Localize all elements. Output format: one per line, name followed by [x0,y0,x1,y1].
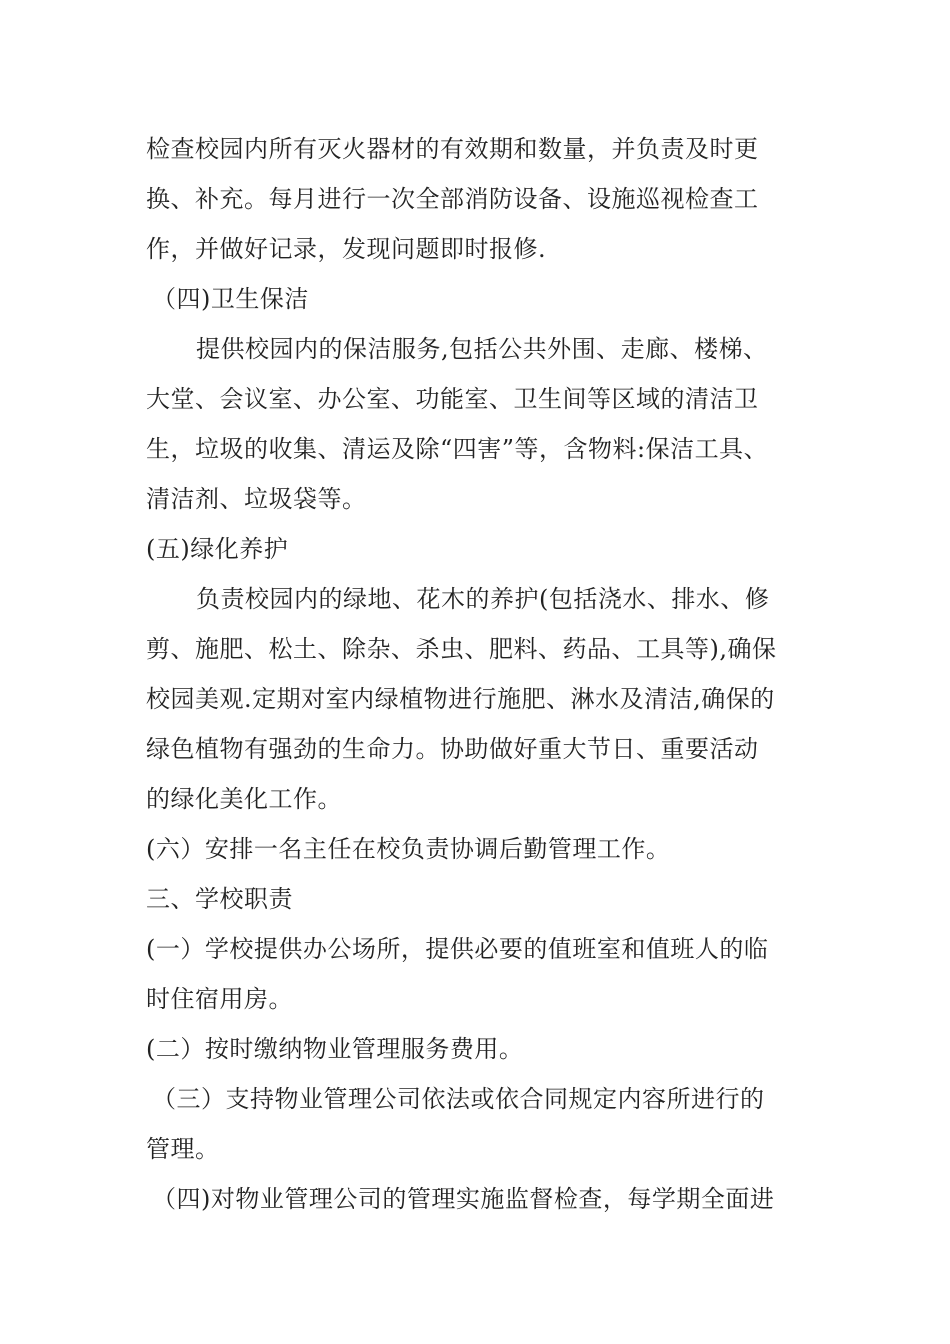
section-item-two: (二）按时缴纳物业管理服务费用。 [146,1035,524,1063]
section-item-four: （四)对物业管理公司的管理实施监督检查，每学期全面进 [152,1185,775,1213]
paragraph-line: 生，垃圾的收集、清运及除“四害”等，含物料:保洁工具、 [146,435,769,463]
paragraph-line: 校园美观.定期对室内绿植物进行施肥、淋水及清洁,确保的 [146,685,775,713]
section-item-one: (一）学校提供办公场所，提供必要的值班室和值班人的临 [146,935,769,963]
paragraph-line: 作，并做好记录，发现问题即时报修. [146,235,547,263]
paragraph-line: 检查校园内所有灭火器材的有效期和数量，并负责及时更 [146,135,759,163]
document-body [146,124,826,1224]
paragraph-line: 剪、施肥、松土、除杂、杀虫、肥料、药品、工具等),确保 [146,635,777,663]
paragraph-line: 绿色植物有强劲的生命力。协助做好重大节日、重要活动 [146,735,759,763]
paragraph-line: 换、补充。每月进行一次全部消防设备、设施巡视检查工 [146,185,759,213]
paragraph-line: 负责校园内的绿地、花木的养护(包括浇水、排水、修 [196,585,770,613]
paragraph-line: 时住宿用房。 [146,985,293,1013]
section-heading-greening: (五)绿化养护 [146,535,289,563]
section-heading-school-duties: 三、学校职责 [146,885,293,913]
section-heading-hygiene: （四)卫生保洁 [152,285,309,313]
paragraph-line: 大堂、会议室、办公室、功能室、卫生间等区域的清洁卫 [146,385,759,413]
paragraph-line: 清洁剂、垃圾袋等。 [146,485,367,513]
paragraph-line: 的绿化美化工作。 [146,785,342,813]
paragraph-line: 提供校园内的保洁服务,包括公共外围、走廊、楼梯、 [196,335,768,363]
section-item-six: (六）安排一名主任在校负责协调后勤管理工作。 [146,835,671,863]
paragraph-line: 管理。 [146,1135,220,1163]
section-item-three: （三）支持物业管理公司依法或依合同规定内容所进行的 [152,1085,765,1113]
